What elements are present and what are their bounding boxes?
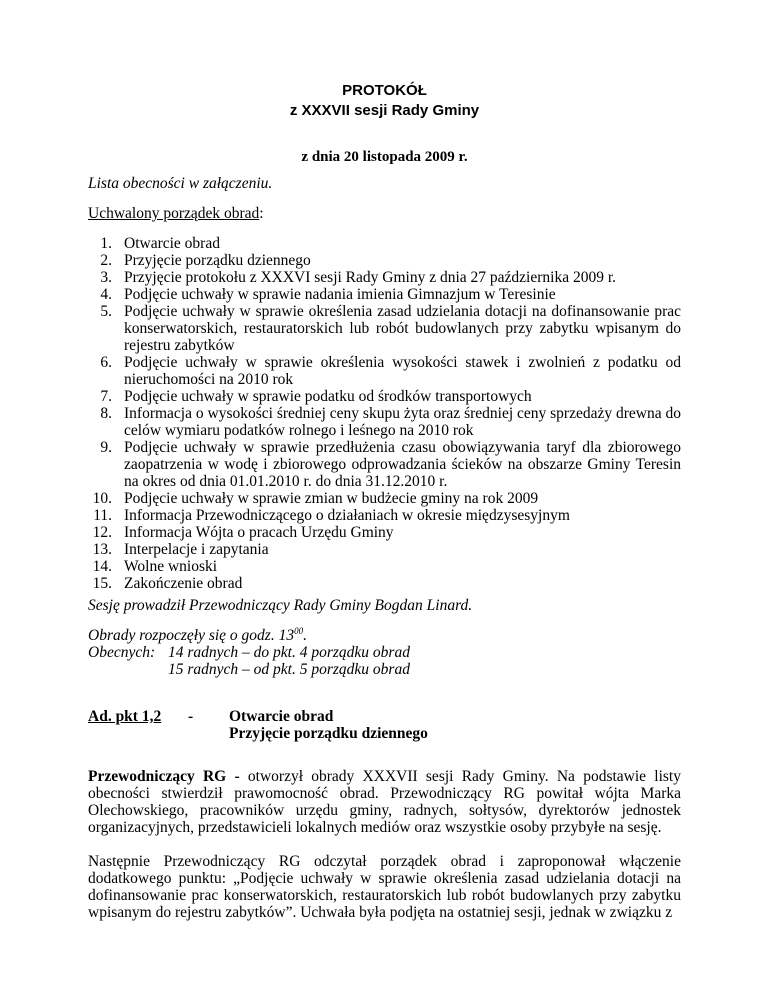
agenda-item-number: 9. (100, 439, 112, 456)
agenda-heading-text: Uchwalony porządek obrad (88, 205, 260, 222)
agenda-item (88, 354, 681, 388)
agenda-item-text: Przyjęcie porządku dziennego (124, 252, 311, 269)
start-suffix: . (303, 627, 307, 644)
agenda-item (88, 388, 681, 405)
agenda-item (88, 575, 681, 592)
agenda-item-number: 7. (100, 388, 112, 405)
section-label: Ad. pkt 1,2 (88, 708, 162, 725)
agenda-item (88, 405, 681, 439)
chair-note: Sesję prowadził Przewodniczący Rady Gminy Bogdan Linard. (88, 597, 473, 614)
agenda-item-number: 3. (100, 269, 112, 286)
agenda-item-text: Podjęcie uchwały w sprawie określenia wysokości stawek i zwolnień z podatku od nieruchomości na 2010 rok (124, 354, 681, 388)
present-line2: 15 radnych – od pkt. 5 porządku obrad (168, 661, 410, 678)
agenda-item-number: 11. (93, 507, 112, 524)
agenda-item (88, 541, 681, 558)
agenda-item-number: 4. (100, 286, 112, 303)
agenda-item (88, 303, 681, 354)
agenda-heading (88, 205, 264, 222)
doc-title: PROTOKÓŁ (342, 82, 427, 99)
agenda-item (88, 490, 681, 507)
start-prefix: Obrady rozpoczęły się o godz. 13 (88, 627, 295, 644)
agenda-item (88, 235, 681, 252)
agenda-item-text: Informacja Przewodniczącego o działaniach w okresie międzysesyjnym (124, 507, 570, 524)
agenda-item (88, 558, 681, 575)
agenda-item-text: Wolne wnioski (124, 558, 218, 575)
para1-speaker: Przewodniczący RG - (88, 768, 240, 785)
agenda-list (88, 235, 681, 592)
doc-date: z dnia 20 listopada 2009 r. (301, 149, 468, 165)
agenda-item (88, 439, 681, 490)
section-title-2: Przyjęcie porządku dziennego (229, 725, 428, 742)
agenda-item (88, 286, 681, 303)
agenda-item-number: 1. (100, 235, 112, 252)
agenda-item-text: Podjęcie uchwały w sprawie przedłużenia czasu obowiązywania taryf dla zbiorowego zaopatrzenia w wodę i zbiorowego odprowadzania ścieków na obszarze Gminy Teresin na okres od dnia 01.01.2010 r. do dnia 31.12.2010 r. (124, 439, 681, 490)
agenda-item-text: Otwarcie obrad (124, 235, 220, 252)
agenda-item-number: 12. (92, 524, 112, 541)
agenda-item-number: 15. (92, 575, 112, 592)
agenda-item-text: Informacja Wójta o pracach Urzędu Gminy (124, 524, 394, 541)
paragraph-2: Następnie Przewodniczący RG odczytał porządek obrad i zaproponował włączenie dodatkowego punktu: „Podjęcie uchwały w sprawie określenia zasad udzielania dotacji na dofinansowanie prac konserwatorskich, restauratorskich lub robót budowlanych przy zabytku wpisanym do rejestru zabytków”. Uchwała była podjęta na ostatniej sesji, jednak w związku z (88, 853, 681, 921)
section-title-1: Otwarcie obrad (229, 708, 334, 725)
agenda-item-number: 10. (92, 490, 112, 507)
agenda-item-text: Informacja o wysokości średniej ceny skupu żyta oraz średniej ceny sprzedaży drewna do celów wymiaru podatków rolnego i leśnego na 2010 rok (124, 405, 681, 439)
agenda-item-number: 8. (100, 405, 112, 422)
agenda-item (88, 269, 681, 286)
agenda-item-text: Zakończenie obrad (124, 575, 243, 592)
doc-subtitle: z XXXVII sesji Rady Gminy (289, 102, 480, 119)
present-label: Obecnych: (88, 644, 156, 661)
agenda-item (88, 524, 681, 541)
start-time (88, 627, 307, 644)
para1-text: otworzył obrady XXXVII sesji Rady Gminy. Na podstawie listy obecności stwierdził prawomocność obrad. Przewodniczący RG powitał wójta Marka Olechowskiego, pracowników urzędu gminy, radnych, sołtysów, dyrektorów jednostek organizacyjnych, przedstawicieli lokalnych mediów oraz wszystkie osoby przybyłe na sesję. (88, 768, 681, 836)
agenda-item-number: 5. (100, 303, 112, 320)
agenda-item-number: 13. (92, 541, 112, 558)
agenda-item-text: Podjęcie uchwały w sprawie podatku od środków transportowych (124, 388, 532, 405)
paragraph-1 (88, 768, 681, 836)
present-line1: 14 radnych – do pkt. 4 porządku obrad (168, 644, 410, 661)
start-minutes: 00 (294, 625, 304, 636)
agenda-heading-suffix: : (259, 205, 264, 222)
agenda-item-text: Przyjęcie protokołu z XXXVI sesji Rady Gminy z dnia 27 października 2009 r. (124, 269, 617, 286)
agenda-item-text: Interpelacje i zapytania (124, 541, 269, 558)
agenda-item-text: Podjęcie uchwały w sprawie zmian w budżecie gminy na rok 2009 (124, 490, 539, 507)
agenda-item (88, 252, 681, 269)
agenda-item-text: Podjęcie uchwały w sprawie określenia zasad udzielania dotacji na dofinansowanie prac konserwatorskich, restauratorskich lub robót budowlanych przy zabytku wpisanym do rejestru zabytków (124, 303, 681, 354)
agenda-item-number: 6. (100, 354, 112, 371)
attendance-note: Lista obecności w załączeniu. (88, 175, 273, 192)
agenda-item-number: 2. (100, 252, 112, 269)
agenda-item-number: 14. (92, 558, 112, 575)
agenda-item-text: Podjęcie uchwały w sprawie nadania imienia Gimnazjum w Teresinie (124, 286, 556, 303)
agenda-item (88, 507, 681, 524)
section-dash: - (188, 708, 194, 725)
